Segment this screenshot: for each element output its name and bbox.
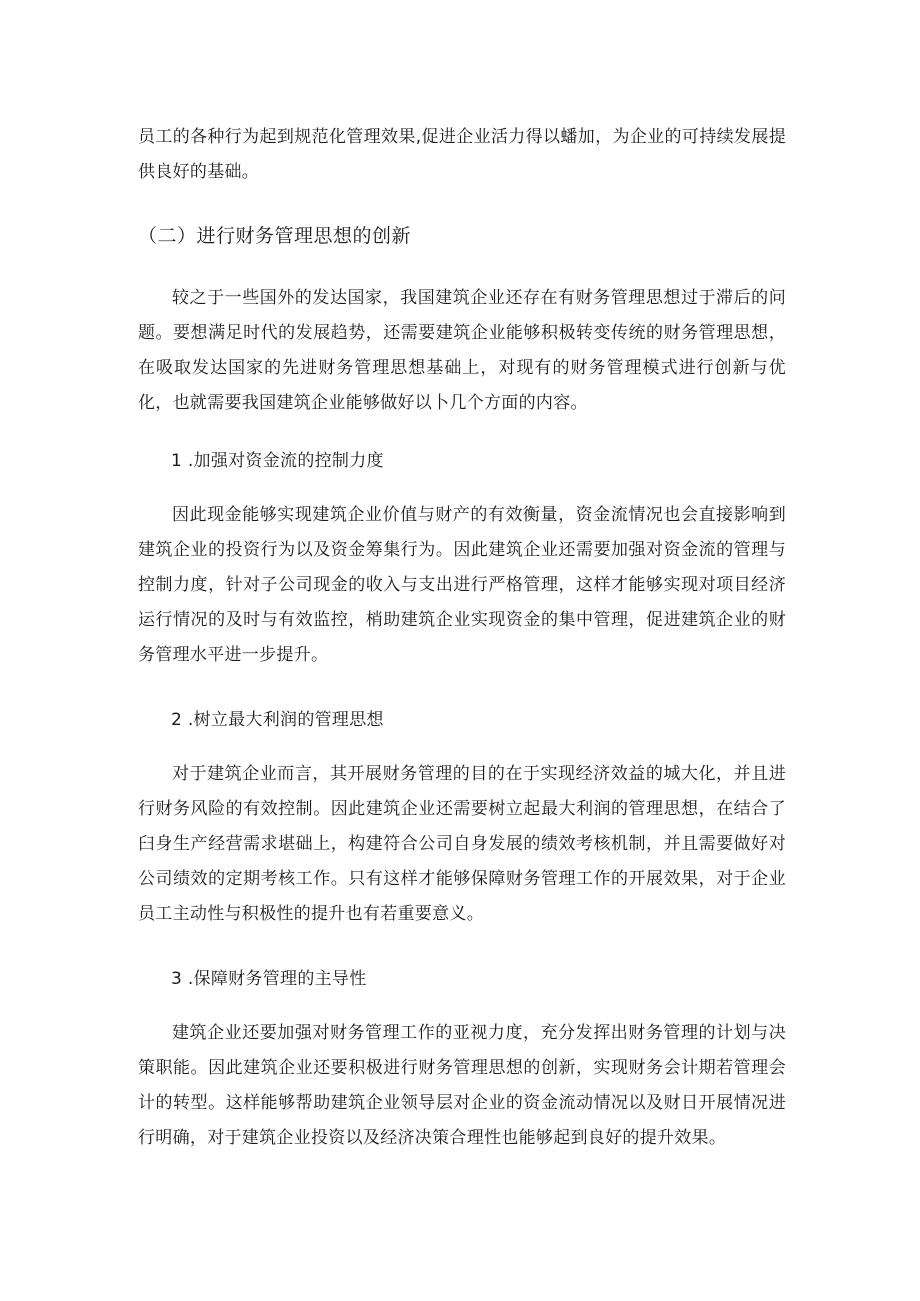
intro-paragraph: 员工的各种行为起到规范化管理效果,促进企业活力得以蟠加，为企业的可持续发展提供良好的基础。 [138, 127, 786, 182]
item-3-body: 建筑企业还要加强对财务管理工作的亚视力度，充分发挥出财务管理的计划与决策职能。因此建筑企业还要积极进行财务管理思想的创新，实现财务会计期若管理会计的转型。这样能够帮助建筑企业领导层对企业的资金流动情况以及财日开展情况进行明确，对于建筑企业投资以及经济决策合理性也能够起到良好的提升效果。 [138, 1023, 786, 1148]
item-1-title: 1 .加强对资金流的控制力度 [171, 451, 384, 471]
section-intro-paragraph: 较之于一些国外的发达国家，我国建筑企业还存在有财务管理思想过于滞后的问题。要想满足时代的发展趋势，还需要建筑企业能够积极转变传统的财务管理思想，在吸取发达国家的先进财务管理思想基础上，对现有的财务管理模式进行创新与优化，也就需要我国建筑企业能够做好以卜几个方面的内容。 [138, 288, 786, 413]
section-heading: （二）进行财务管理思想的创新 [138, 225, 412, 247]
item-3-title: 3 .保障财务管理的主导性 [171, 969, 367, 989]
item-1-body: 因此现金能够实现建筑企业价值与财产的有效衡量，资金流情况也会直接影响到建筑企业的投资行为以及资金筹集行为。因此建筑企业还需要加强对资金流的管理与控制力度，针对子公司现金的收入与支出进行严格管理，这样才能够实现对项目经济运行情况的及时与有效监控，梢助建筑企业实现资金的集中管理，促进建筑企业的财务管理水平进一步提升。 [138, 505, 786, 665]
item-2-body: 对于建筑企业而言，其开展财务管理的目的在于实现经济效益的城大化，并且进行财务风险的有效控制。因此建筑企业还需要树立起最大利润的管理思想，在结合了臼身生产经营需求堪础上，构建符合公司自身发展的绩效考核机制，并且需要做好对公司绩效的定期考核工作。只有这样才能够保障财务管理工作的开展效果，对于企业员工主动性与积极性的提升也有若重要意义。 [138, 764, 786, 924]
item-2-title: 2 .树立最大利润的管理思想 [171, 710, 384, 730]
